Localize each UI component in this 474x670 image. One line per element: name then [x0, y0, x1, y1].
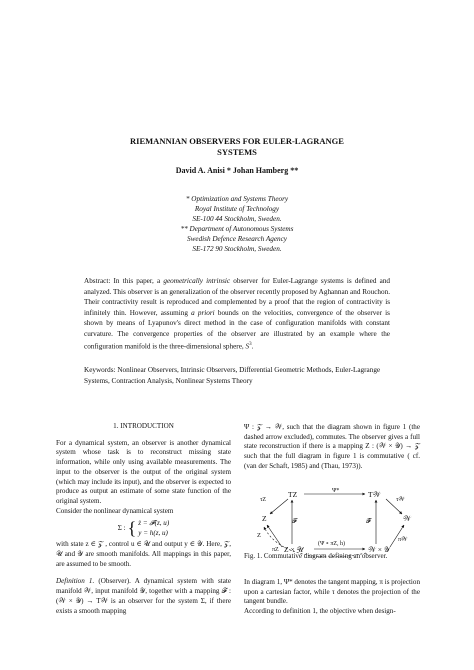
abstract-text: observer for Euler-Lagrange systems is defined and analyzed. This observer is an generalization of the observer recently proposed by Aghannan and Rouchon. Their contractivity result is reproduced and complemented by a proof that the region of contractivity is infinitely thin. However, assuming [84, 277, 391, 317]
right-column [244, 423, 420, 472]
affiliation-line: SE-172 90 Stockholm, Sweden. [192, 245, 282, 254]
abstract-emphasis: a priori [191, 308, 215, 317]
sphere-symbol: S [245, 341, 250, 350]
arrow-pi-z [267, 525, 282, 547]
label-pi-z: πZ [272, 547, 279, 553]
intro-paragraph-2: Consider the nonlinear dynamical system [56, 506, 174, 515]
affiliation-line: ** Department of Autonomous Systems [180, 225, 294, 234]
equation-line-1: ż = 𝓕(z, u) [138, 519, 170, 528]
label-middle-map: (Ψ ∘ πZ, h) [318, 541, 346, 547]
label-psi-star: Ψ* [332, 488, 340, 494]
brace-symbol: { [127, 517, 137, 538]
commutative-diagram [250, 485, 420, 557]
label-tau-z: τZ [260, 497, 267, 503]
intro-paragraph: For a dynamical system, an observer is another dynamical system whose task is to reconstruct missing state information, while only using available measurements. The input to the observer is the output of the original system (which may include its input), and the observer is expected to produce as output an estimate of some state function of the original system. [56, 438, 231, 505]
title-line-1: RIEMANNIAN OBSERVERS FOR EULER-LAGRANGE [130, 136, 344, 146]
definition-label: Definition 1. [56, 577, 95, 586]
arrow-pi-w [390, 525, 404, 547]
sphere-superscript: 3 [249, 341, 252, 347]
node-TZ: TZ [288, 490, 298, 499]
definition-text: (Observer). A dynamical system with state manifold 𝒲, input manifold 𝒴, together with a mapping 𝓕 : (𝒲 × 𝒴) → T𝒲 is an observer for the system Σ, if there exists a smooth mapping [56, 577, 231, 615]
state-paragraph: with state z ∈ 𝒵 , control u ∈ 𝒰 and output y ∈ 𝒴. Here, 𝒵, 𝒰 and 𝒴 are smooth manifolds. All mappings in this paper, are assumed to be smooth. [56, 540, 231, 568]
right-column-continued [244, 578, 420, 617]
left-column [56, 422, 231, 616]
abstract [84, 276, 390, 352]
label-pi-w: π𝒲 [398, 537, 408, 543]
definition-paragraph [56, 577, 231, 616]
label-Z-map: Z [257, 532, 261, 539]
label-F-hat: 𝓕̂ [366, 518, 371, 525]
equation-line-2: y = h(z, u) [138, 528, 168, 537]
affiliation-line: * Optimization and Systems Theory [185, 195, 289, 203]
node-Z: Z [262, 514, 267, 523]
label-tau-w: τ𝒲 [396, 497, 405, 503]
system-equation [56, 519, 231, 538]
diagram-explanation: In diagram 1, Ψ* denotes the tangent mapping, π is projection upon a cartesian factor, while τ denotes the projection of the tangent bundle. [244, 578, 420, 606]
observer-paragraph: Ψ : 𝒵 → 𝒲, such that the diagram shown in figure 1 (the dashed arrow excluded), commutes. The observer gives a full state reconstruction if there is a mapping Z : (𝒲 × 𝒴) → 𝒵 such that the full diagram in figure 1 is commutative ( cf. (van der Schaft, 1985) and (Thau, 1973)). [244, 423, 420, 470]
affiliation-line: Swedish Defence Research Agency [187, 235, 287, 244]
abstract-text: bounds on the velocities, convergence of the observer is shown by means of Lyapunov's direct method in the case of configuration manifolds with constant curvature. The convergence properties of the observer are illustrated by an example where the configuration manifold is the three-dimensional sphere, [84, 308, 390, 350]
node-TW: T𝒲 [368, 490, 381, 499]
design-objective-text: According to definition 1, the objective when design- [244, 607, 396, 616]
authors: David A. Anisi * Johan Hamberg ** [175, 166, 299, 175]
affiliations [90, 194, 384, 255]
section-heading: 1. INTRODUCTION [113, 422, 174, 430]
paper-title [90, 136, 384, 158]
affiliation-line: Royal Institute of Technology [194, 205, 280, 214]
equation-lhs: Σ : [117, 523, 126, 532]
label-F: 𝓕 [292, 518, 297, 525]
node-WxY: 𝒲 × 𝒴 [368, 545, 390, 554]
equation-system [138, 519, 169, 538]
title-line-2: SYSTEMS [217, 147, 257, 157]
node-ZxU: Z × 𝒰 [284, 545, 304, 554]
affiliation-line: SE-100 44 Stockholm, Sweden. [192, 215, 282, 224]
abstract-emphasis: geometrically intrinsic [163, 277, 231, 285]
abstract-text: . [251, 341, 254, 350]
figure-caption: Fig. 1. Commutative diagram defining an observer. [244, 552, 388, 560]
arrow-tau-z [270, 499, 288, 514]
abstract-text: Abstract: In this paper, a [84, 277, 164, 285]
node-W: 𝒲 [403, 514, 411, 523]
keywords: Keywords: Nonlinear Observers, Intrinsic Observers, Differential Geometric Methods, Euler-Lagrange Systems, Contraction Analysis, Nonlinear Systems Theory [84, 366, 381, 385]
